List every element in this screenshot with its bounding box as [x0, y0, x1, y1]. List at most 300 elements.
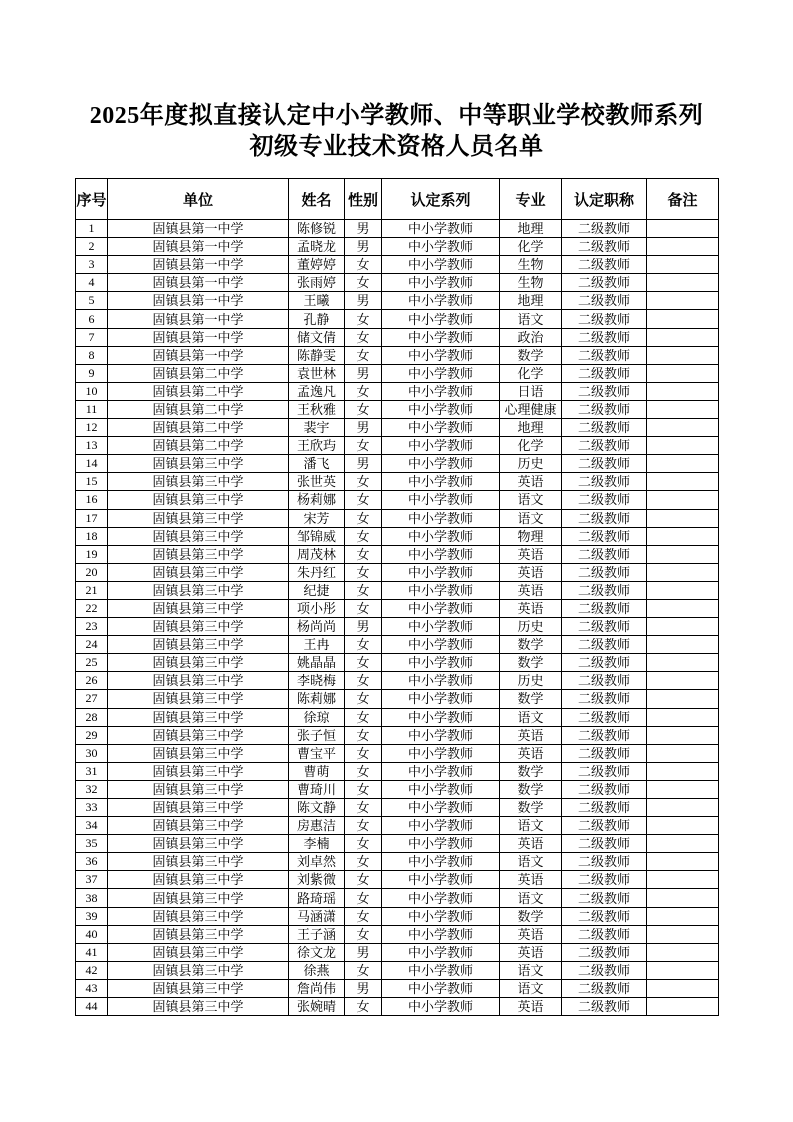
- cell-seq: 33: [76, 799, 108, 817]
- cell-gender: 女: [345, 437, 382, 455]
- cell-major: 地理: [500, 292, 562, 310]
- cell-series: 中小学教师: [382, 310, 500, 328]
- cell-name: 曹宝平: [289, 744, 345, 762]
- cell-gender: 男: [345, 943, 382, 961]
- cell-gender: 女: [345, 545, 382, 563]
- table-row: [76, 599, 719, 617]
- cell-seq: 44: [76, 998, 108, 1016]
- cell-seq: 1: [76, 220, 108, 238]
- table-row: [76, 364, 719, 382]
- cell-title: 二级教师: [562, 654, 647, 672]
- cell-series: 中小学教师: [382, 762, 500, 780]
- cell-unit: 固镇县第三中学: [108, 889, 289, 907]
- cell-gender: 女: [345, 889, 382, 907]
- column-header-remark: 备注: [647, 179, 719, 220]
- cell-seq: 17: [76, 509, 108, 527]
- cell-remark: [647, 455, 719, 473]
- cell-remark: [647, 310, 719, 328]
- cell-gender: 女: [345, 563, 382, 581]
- cell-title: 二级教师: [562, 636, 647, 654]
- cell-unit: 固镇县第三中学: [108, 925, 289, 943]
- cell-title: 二级教师: [562, 437, 647, 455]
- cell-title: 二级教师: [562, 346, 647, 364]
- cell-title: 二级教师: [562, 491, 647, 509]
- cell-seq: 43: [76, 979, 108, 997]
- cell-title: 二级教师: [562, 581, 647, 599]
- cell-major: 英语: [500, 726, 562, 744]
- cell-gender: 男: [345, 455, 382, 473]
- cell-unit: 固镇县第三中学: [108, 835, 289, 853]
- cell-unit: 固镇县第二中学: [108, 419, 289, 437]
- cell-gender: 女: [345, 328, 382, 346]
- cell-seq: 37: [76, 871, 108, 889]
- cell-title: 二级教师: [562, 979, 647, 997]
- table-row: [76, 762, 719, 780]
- cell-major: 历史: [500, 672, 562, 690]
- cell-major: 数学: [500, 654, 562, 672]
- cell-major: 英语: [500, 835, 562, 853]
- table-row: [76, 979, 719, 997]
- cell-major: 生物: [500, 256, 562, 274]
- cell-unit: 固镇县第三中学: [108, 636, 289, 654]
- column-header-unit: 单位: [108, 179, 289, 220]
- cell-series: 中小学教师: [382, 636, 500, 654]
- cell-title: 二级教师: [562, 726, 647, 744]
- cell-major: 政治: [500, 328, 562, 346]
- cell-remark: [647, 762, 719, 780]
- cell-major: 语文: [500, 979, 562, 997]
- cell-seq: 34: [76, 817, 108, 835]
- cell-seq: 16: [76, 491, 108, 509]
- cell-unit: 固镇县第三中学: [108, 998, 289, 1016]
- cell-name: 张子恒: [289, 726, 345, 744]
- cell-seq: 10: [76, 382, 108, 400]
- cell-major: 语文: [500, 961, 562, 979]
- cell-remark: [647, 979, 719, 997]
- cell-title: 二级教师: [562, 943, 647, 961]
- cell-gender: 女: [345, 853, 382, 871]
- header-row: [76, 179, 719, 220]
- cell-remark: [647, 400, 719, 418]
- cell-series: 中小学教师: [382, 853, 500, 871]
- cell-seq: 15: [76, 473, 108, 491]
- cell-series: 中小学教师: [382, 799, 500, 817]
- cell-name: 马涵潇: [289, 907, 345, 925]
- cell-major: 物理: [500, 527, 562, 545]
- cell-title: 二级教师: [562, 455, 647, 473]
- cell-unit: 固镇县第二中学: [108, 382, 289, 400]
- table-row: [76, 925, 719, 943]
- cell-remark: [647, 943, 719, 961]
- cell-gender: 女: [345, 654, 382, 672]
- cell-unit: 固镇县第一中学: [108, 346, 289, 364]
- cell-title: 二级教师: [562, 563, 647, 581]
- cell-major: 数学: [500, 907, 562, 925]
- cell-gender: 男: [345, 238, 382, 256]
- cell-major: 语文: [500, 491, 562, 509]
- cell-series: 中小学教师: [382, 400, 500, 418]
- cell-unit: 固镇县第二中学: [108, 364, 289, 382]
- cell-seq: 14: [76, 455, 108, 473]
- cell-seq: 36: [76, 853, 108, 871]
- table-row: [76, 853, 719, 871]
- cell-remark: [647, 871, 719, 889]
- cell-remark: [647, 509, 719, 527]
- table-row: [76, 473, 719, 491]
- cell-seq: 8: [76, 346, 108, 364]
- cell-name: 詹尚伟: [289, 979, 345, 997]
- table-row: [76, 618, 719, 636]
- table-row: [76, 292, 719, 310]
- cell-remark: [647, 364, 719, 382]
- cell-unit: 固镇县第一中学: [108, 292, 289, 310]
- cell-remark: [647, 726, 719, 744]
- table-row: [76, 256, 719, 274]
- cell-unit: 固镇县第三中学: [108, 817, 289, 835]
- cell-unit: 固镇县第三中学: [108, 726, 289, 744]
- cell-major: 化学: [500, 364, 562, 382]
- cell-gender: 男: [345, 220, 382, 238]
- cell-gender: 女: [345, 744, 382, 762]
- cell-seq: 6: [76, 310, 108, 328]
- table-row: [76, 654, 719, 672]
- cell-title: 二级教师: [562, 310, 647, 328]
- table-row: [76, 437, 719, 455]
- cell-title: 二级教师: [562, 780, 647, 798]
- table-row: [76, 400, 719, 418]
- cell-remark: [647, 491, 719, 509]
- cell-seq: 27: [76, 690, 108, 708]
- cell-title: 二级教师: [562, 256, 647, 274]
- cell-major: 语文: [500, 509, 562, 527]
- cell-series: 中小学教师: [382, 563, 500, 581]
- cell-title: 二级教师: [562, 364, 647, 382]
- cell-gender: 女: [345, 509, 382, 527]
- cell-series: 中小学教师: [382, 979, 500, 997]
- cell-name: 张婉晴: [289, 998, 345, 1016]
- cell-gender: 女: [345, 346, 382, 364]
- cell-gender: 男: [345, 979, 382, 997]
- cell-name: 张雨婷: [289, 274, 345, 292]
- table-row: [76, 419, 719, 437]
- cell-seq: 19: [76, 545, 108, 563]
- table-row: [76, 274, 719, 292]
- column-header-title: 认定职称: [562, 179, 647, 220]
- cell-unit: 固镇县第三中学: [108, 527, 289, 545]
- cell-unit: 固镇县第二中学: [108, 437, 289, 455]
- cell-series: 中小学教师: [382, 292, 500, 310]
- cell-unit: 固镇县第一中学: [108, 220, 289, 238]
- cell-name: 宋芳: [289, 509, 345, 527]
- cell-title: 二级教师: [562, 708, 647, 726]
- cell-remark: [647, 744, 719, 762]
- cell-seq: 18: [76, 527, 108, 545]
- table-row: [76, 563, 719, 581]
- cell-title: 二级教师: [562, 690, 647, 708]
- cell-series: 中小学教师: [382, 835, 500, 853]
- cell-seq: 42: [76, 961, 108, 979]
- cell-title: 二级教师: [562, 907, 647, 925]
- cell-series: 中小学教师: [382, 708, 500, 726]
- cell-name: 李楠: [289, 835, 345, 853]
- cell-series: 中小学教师: [382, 491, 500, 509]
- cell-series: 中小学教师: [382, 654, 500, 672]
- cell-name: 王曦: [289, 292, 345, 310]
- page-title-line1: 2025年度拟直接认定中小学教师、中等职业学校教师系列: [89, 103, 704, 129]
- column-header-seq: 序号: [76, 179, 108, 220]
- cell-gender: 女: [345, 925, 382, 943]
- cell-name: 张世英: [289, 473, 345, 491]
- table-row: [76, 328, 719, 346]
- personnel-table: [75, 178, 719, 1016]
- cell-title: 二级教师: [562, 292, 647, 310]
- cell-unit: 固镇县第二中学: [108, 400, 289, 418]
- cell-series: 中小学教师: [382, 509, 500, 527]
- cell-name: 孟逸凡: [289, 382, 345, 400]
- cell-gender: 女: [345, 672, 382, 690]
- table-row: [76, 817, 719, 835]
- cell-gender: 女: [345, 835, 382, 853]
- cell-gender: 男: [345, 364, 382, 382]
- cell-remark: [647, 780, 719, 798]
- table-row: [76, 491, 719, 509]
- table-row: [76, 690, 719, 708]
- cell-title: 二级教师: [562, 817, 647, 835]
- column-header-series: 认定系列: [382, 179, 500, 220]
- cell-seq: 30: [76, 744, 108, 762]
- cell-series: 中小学教师: [382, 744, 500, 762]
- cell-gender: 男: [345, 618, 382, 636]
- cell-series: 中小学教师: [382, 925, 500, 943]
- table-row: [76, 238, 719, 256]
- cell-title: 二级教师: [562, 328, 647, 346]
- table-row: [76, 961, 719, 979]
- cell-remark: [647, 599, 719, 617]
- cell-gender: 女: [345, 581, 382, 599]
- cell-remark: [647, 419, 719, 437]
- cell-major: 语文: [500, 708, 562, 726]
- cell-remark: [647, 238, 719, 256]
- cell-name: 项小彤: [289, 599, 345, 617]
- cell-seq: 39: [76, 907, 108, 925]
- cell-remark: [647, 817, 719, 835]
- cell-name: 曹琦川: [289, 780, 345, 798]
- cell-seq: 24: [76, 636, 108, 654]
- cell-seq: 32: [76, 780, 108, 798]
- cell-series: 中小学教师: [382, 961, 500, 979]
- cell-unit: 固镇县第三中学: [108, 599, 289, 617]
- cell-unit: 固镇县第三中学: [108, 708, 289, 726]
- cell-major: 生物: [500, 274, 562, 292]
- cell-major: 英语: [500, 871, 562, 889]
- cell-major: 数学: [500, 346, 562, 364]
- cell-remark: [647, 799, 719, 817]
- cell-remark: [647, 654, 719, 672]
- cell-series: 中小学教师: [382, 364, 500, 382]
- cell-series: 中小学教师: [382, 346, 500, 364]
- cell-major: 历史: [500, 455, 562, 473]
- cell-remark: [647, 690, 719, 708]
- cell-title: 二级教师: [562, 889, 647, 907]
- cell-major: 英语: [500, 925, 562, 943]
- cell-remark: [647, 835, 719, 853]
- column-header-name: 姓名: [289, 179, 345, 220]
- cell-major: 语文: [500, 853, 562, 871]
- cell-remark: [647, 618, 719, 636]
- cell-remark: [647, 292, 719, 310]
- cell-gender: 女: [345, 274, 382, 292]
- cell-gender: 女: [345, 871, 382, 889]
- cell-seq: 3: [76, 256, 108, 274]
- cell-unit: 固镇县第三中学: [108, 762, 289, 780]
- cell-title: 二级教师: [562, 618, 647, 636]
- cell-remark: [647, 382, 719, 400]
- cell-major: 历史: [500, 618, 562, 636]
- cell-unit: 固镇县第三中学: [108, 455, 289, 473]
- cell-title: 二级教师: [562, 238, 647, 256]
- cell-name: 李晓梅: [289, 672, 345, 690]
- table-row: [76, 889, 719, 907]
- cell-name: 杨尚尚: [289, 618, 345, 636]
- cell-name: 周茂林: [289, 545, 345, 563]
- cell-name: 陈修锐: [289, 220, 345, 238]
- cell-seq: 38: [76, 889, 108, 907]
- table-row: [76, 346, 719, 364]
- cell-gender: 女: [345, 491, 382, 509]
- cell-title: 二级教师: [562, 419, 647, 437]
- cell-title: 二级教师: [562, 473, 647, 491]
- table-head: [76, 179, 719, 220]
- cell-title: 二级教师: [562, 509, 647, 527]
- cell-major: 数学: [500, 690, 562, 708]
- cell-gender: 女: [345, 310, 382, 328]
- cell-unit: 固镇县第三中学: [108, 581, 289, 599]
- cell-major: 地理: [500, 419, 562, 437]
- cell-series: 中小学教师: [382, 672, 500, 690]
- cell-seq: 23: [76, 618, 108, 636]
- cell-major: 日语: [500, 382, 562, 400]
- cell-seq: 25: [76, 654, 108, 672]
- cell-remark: [647, 346, 719, 364]
- cell-gender: 女: [345, 256, 382, 274]
- cell-remark: [647, 274, 719, 292]
- cell-remark: [647, 581, 719, 599]
- cell-major: 语文: [500, 817, 562, 835]
- cell-unit: 固镇县第三中学: [108, 690, 289, 708]
- cell-gender: 女: [345, 780, 382, 798]
- table-row: [76, 545, 719, 563]
- cell-remark: [647, 328, 719, 346]
- cell-gender: 女: [345, 762, 382, 780]
- cell-series: 中小学教师: [382, 907, 500, 925]
- cell-seq: 40: [76, 925, 108, 943]
- cell-seq: 2: [76, 238, 108, 256]
- table-row: [76, 726, 719, 744]
- cell-remark: [647, 961, 719, 979]
- cell-name: 路琦瑶: [289, 889, 345, 907]
- cell-name: 姚晶晶: [289, 654, 345, 672]
- cell-remark: [647, 708, 719, 726]
- cell-title: 二级教师: [562, 835, 647, 853]
- cell-unit: 固镇县第三中学: [108, 780, 289, 798]
- cell-title: 二级教师: [562, 853, 647, 871]
- cell-unit: 固镇县第三中学: [108, 943, 289, 961]
- cell-name: 潘飞: [289, 455, 345, 473]
- cell-series: 中小学教师: [382, 238, 500, 256]
- cell-unit: 固镇县第三中学: [108, 491, 289, 509]
- cell-series: 中小学教师: [382, 545, 500, 563]
- cell-seq: 41: [76, 943, 108, 961]
- table-row: [76, 672, 719, 690]
- cell-gender: 女: [345, 907, 382, 925]
- cell-seq: 26: [76, 672, 108, 690]
- cell-title: 二级教师: [562, 871, 647, 889]
- cell-gender: 女: [345, 382, 382, 400]
- cell-major: 数学: [500, 762, 562, 780]
- cell-seq: 22: [76, 599, 108, 617]
- cell-series: 中小学教师: [382, 780, 500, 798]
- cell-major: 英语: [500, 943, 562, 961]
- cell-name: 曹萌: [289, 762, 345, 780]
- cell-series: 中小学教师: [382, 618, 500, 636]
- cell-major: 英语: [500, 545, 562, 563]
- cell-series: 中小学教师: [382, 871, 500, 889]
- cell-gender: 男: [345, 292, 382, 310]
- cell-seq: 31: [76, 762, 108, 780]
- table-row: [76, 744, 719, 762]
- cell-series: 中小学教师: [382, 998, 500, 1016]
- cell-gender: 女: [345, 636, 382, 654]
- cell-seq: 21: [76, 581, 108, 599]
- cell-series: 中小学教师: [382, 581, 500, 599]
- table-row: [76, 509, 719, 527]
- cell-gender: 女: [345, 400, 382, 418]
- cell-series: 中小学教师: [382, 382, 500, 400]
- cell-remark: [647, 437, 719, 455]
- cell-title: 二级教师: [562, 220, 647, 238]
- cell-gender: 女: [345, 961, 382, 979]
- cell-unit: 固镇县第三中学: [108, 961, 289, 979]
- cell-unit: 固镇县第一中学: [108, 274, 289, 292]
- cell-title: 二级教师: [562, 799, 647, 817]
- cell-name: 陈静雯: [289, 346, 345, 364]
- table-row: [76, 220, 719, 238]
- cell-name: 徐文龙: [289, 943, 345, 961]
- table-row: [76, 708, 719, 726]
- cell-unit: 固镇县第三中学: [108, 563, 289, 581]
- table-row: [76, 799, 719, 817]
- cell-title: 二级教师: [562, 744, 647, 762]
- cell-series: 中小学教师: [382, 889, 500, 907]
- table-row: [76, 998, 719, 1016]
- cell-remark: [647, 672, 719, 690]
- cell-seq: 28: [76, 708, 108, 726]
- cell-remark: [647, 889, 719, 907]
- cell-seq: 35: [76, 835, 108, 853]
- cell-unit: 固镇县第三中学: [108, 799, 289, 817]
- cell-series: 中小学教师: [382, 220, 500, 238]
- cell-unit: 固镇县第三中学: [108, 744, 289, 762]
- cell-name: 王欣玙: [289, 437, 345, 455]
- table-row: [76, 455, 719, 473]
- cell-remark: [647, 563, 719, 581]
- cell-seq: 4: [76, 274, 108, 292]
- cell-gender: 女: [345, 799, 382, 817]
- cell-gender: 女: [345, 817, 382, 835]
- table-row: [76, 943, 719, 961]
- cell-seq: 13: [76, 437, 108, 455]
- cell-name: 朱丹红: [289, 563, 345, 581]
